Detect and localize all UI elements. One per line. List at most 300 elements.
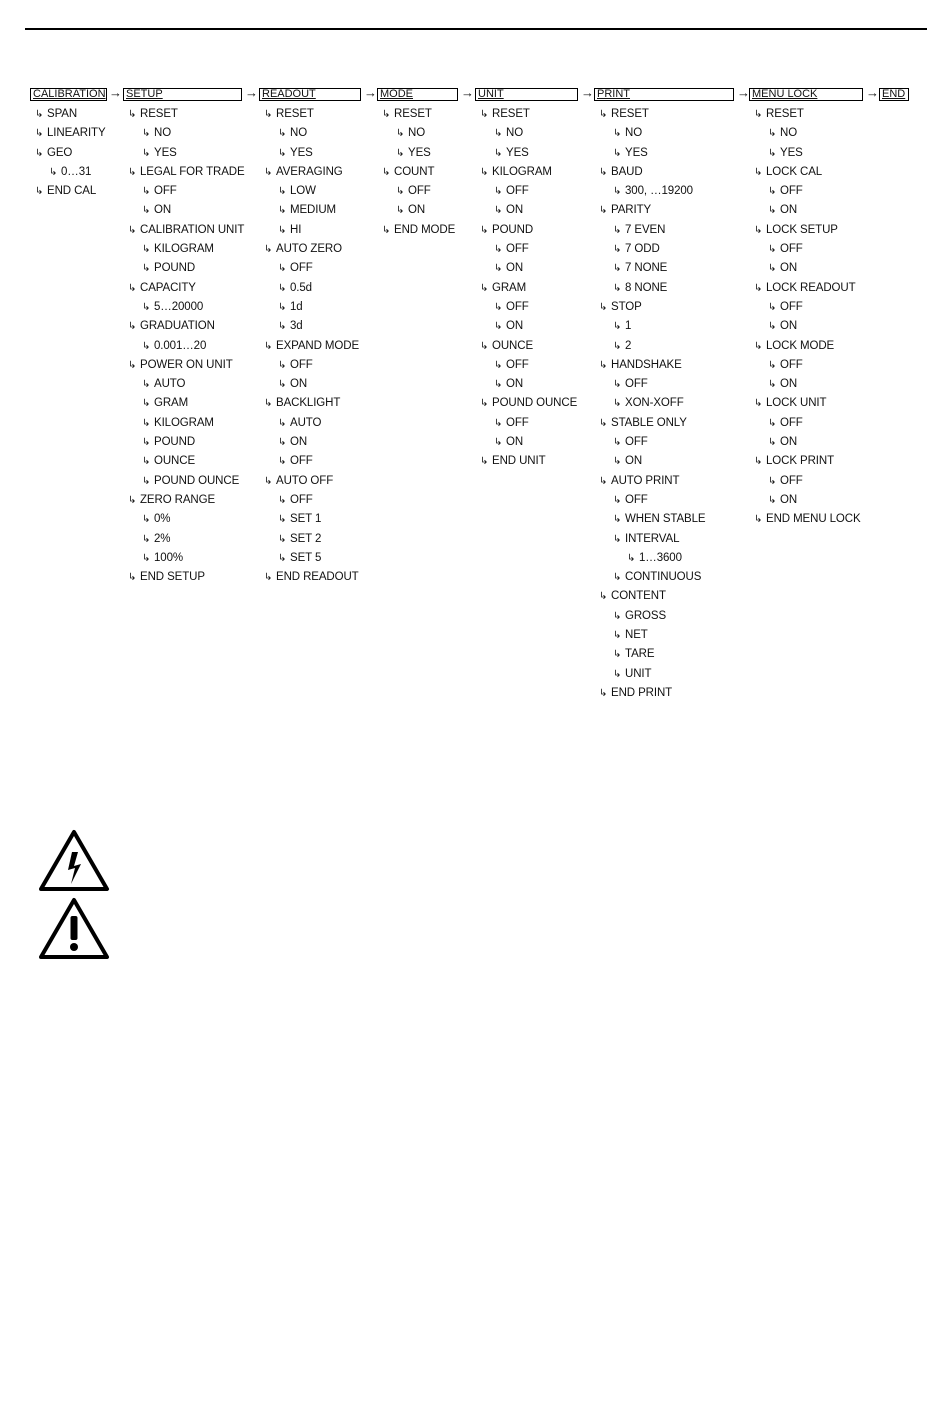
menu-item-label: PARITY [611, 204, 652, 217]
submenu-hook-icon: ↳ [264, 398, 273, 410]
submenu-hook-icon: ↳ [599, 359, 608, 371]
menu-item [594, 124, 705, 143]
submenu-hook-icon: ↳ [480, 166, 489, 178]
menu-item-label: 2% [154, 532, 171, 545]
submenu-hook-icon: ↳ [599, 109, 608, 120]
submenu-hook-icon: ↳ [494, 186, 503, 198]
menu-item [475, 221, 577, 240]
menu-item-label: LOW [290, 185, 316, 198]
menu-item-label: LEGAL FOR TRADE [140, 165, 245, 178]
menu-item-label: 7 EVEN [625, 223, 666, 236]
menu-item-label: OFF [290, 262, 313, 275]
menu-item-label: SET 5 [290, 551, 322, 564]
menu-item-label: GRADUATION [140, 320, 215, 333]
menu-item [259, 356, 359, 375]
menu-header-print: PRINT [594, 88, 734, 101]
menu-item [259, 568, 359, 587]
submenu-hook-icon: ↳ [278, 263, 287, 275]
menu-item-label: OFF [780, 416, 803, 429]
menu-item-label: LOCK PRINT [766, 455, 835, 468]
submenu-hook-icon: ↳ [278, 224, 287, 236]
menu-item [749, 163, 861, 182]
arrow-right-icon: → [364, 85, 377, 100]
submenu-hook-icon: ↳ [396, 205, 405, 217]
submenu-hook-icon: ↳ [599, 301, 608, 313]
submenu-hook-icon: ↳ [768, 494, 777, 506]
menu-item-label: STOP [611, 300, 642, 313]
submenu-hook-icon: ↳ [382, 166, 391, 178]
menu-item-label: AUTO PRINT [611, 474, 680, 487]
submenu-hook-icon: ↳ [768, 437, 777, 449]
electric-hazard-icon [38, 828, 110, 892]
arrow-right-icon: → [737, 85, 750, 100]
submenu-hook-icon: ↳ [613, 224, 622, 236]
menu-item [475, 452, 577, 471]
submenu-hook-icon: ↳ [264, 244, 273, 256]
menu-item-label: LOCK CAL [766, 165, 823, 178]
submenu-hook-icon: ↳ [35, 128, 44, 140]
menu-item [259, 549, 359, 568]
submenu-hook-icon: ↳ [396, 186, 405, 198]
menu-item-label: RESET [276, 108, 314, 120]
menu-item [749, 472, 861, 491]
menu-item-label: ON [506, 378, 524, 391]
menu-item [749, 375, 861, 394]
menu-item-label: AUTO [154, 378, 186, 391]
menu-item-label: INTERVAL [625, 532, 680, 545]
submenu-hook-icon: ↳ [128, 359, 137, 371]
menu-item-label: AUTO [290, 416, 322, 429]
submenu-hook-icon: ↳ [142, 379, 151, 391]
menu-item [123, 568, 245, 587]
menu-item [749, 337, 861, 356]
menu-item [123, 510, 245, 529]
submenu-hook-icon: ↳ [613, 494, 622, 506]
menu-item-label: EXPAND MODE [276, 339, 360, 352]
menu-item [475, 201, 577, 220]
menu-item-label: ON [408, 204, 426, 217]
menu-item [30, 182, 106, 201]
menu-item-label: BACKLIGHT [276, 397, 341, 410]
menu-item-label: ON [506, 436, 524, 449]
menu-item [475, 182, 577, 201]
submenu-hook-icon: ↳ [35, 186, 44, 198]
menu-item-label: OFF [506, 300, 529, 313]
menu-item-label: SET 1 [290, 513, 322, 526]
submenu-hook-icon: ↳ [613, 437, 622, 449]
submenu-hook-icon: ↳ [494, 128, 503, 140]
menu-item [749, 414, 861, 433]
menu-item [475, 298, 577, 317]
submenu-hook-icon: ↳ [768, 379, 777, 391]
submenu-hook-icon: ↳ [494, 359, 503, 371]
menu-items-setup [123, 105, 245, 587]
menu-item [123, 144, 245, 163]
menu-item-label: XON-XOFF [625, 397, 684, 410]
menu-item-label: HANDSHAKE [611, 358, 682, 371]
menu-item-label: ON [154, 204, 172, 217]
submenu-hook-icon: ↳ [142, 301, 151, 313]
submenu-hook-icon: ↳ [599, 687, 608, 699]
menu-item-label: NO [154, 127, 172, 140]
menu-item [123, 124, 245, 143]
menu-item-label: YES [780, 146, 803, 159]
submenu-hook-icon: ↳ [264, 340, 273, 352]
menu-item-label: 2 [625, 339, 632, 352]
menu-item [749, 124, 861, 143]
menu-item [594, 163, 705, 182]
menu-item-label: OFF [506, 185, 529, 198]
menu-item-label: ON [780, 262, 798, 275]
menu-item [259, 259, 359, 278]
submenu-hook-icon: ↳ [754, 166, 763, 178]
submenu-hook-icon: ↳ [494, 417, 503, 429]
menu-structure [0, 85, 950, 708]
submenu-hook-icon: ↳ [613, 610, 622, 622]
menu-item-label: ON [780, 320, 798, 333]
submenu-hook-icon: ↳ [599, 591, 608, 603]
submenu-hook-icon: ↳ [494, 437, 503, 449]
submenu-hook-icon: ↳ [278, 205, 287, 217]
menu-item-label: BAUD [611, 165, 643, 178]
menu-item [259, 240, 359, 259]
menu-item [475, 414, 577, 433]
submenu-hook-icon: ↳ [494, 321, 503, 333]
menu-item [259, 298, 359, 317]
menu-item-label: OFF [780, 358, 803, 371]
submenu-hook-icon: ↳ [142, 244, 151, 256]
menu-item [475, 394, 577, 413]
submenu-hook-icon: ↳ [768, 417, 777, 429]
submenu-hook-icon: ↳ [613, 186, 622, 198]
submenu-hook-icon: ↳ [613, 321, 622, 333]
submenu-hook-icon: ↳ [278, 301, 287, 313]
submenu-hook-icon: ↳ [128, 109, 137, 120]
menu-item [749, 510, 861, 529]
menu-item [30, 124, 106, 143]
menu-item [259, 375, 359, 394]
menu-item-label: 1d [290, 300, 303, 313]
menu-item-label: GROSS [625, 609, 667, 622]
menu-item-label: OFF [408, 185, 431, 198]
submenu-hook-icon: ↳ [128, 224, 137, 236]
submenu-hook-icon: ↳ [768, 205, 777, 217]
submenu-hook-icon: ↳ [142, 340, 151, 352]
submenu-hook-icon: ↳ [278, 147, 287, 159]
menu-item [749, 105, 861, 124]
menu-item [259, 279, 359, 298]
submenu-hook-icon: ↳ [480, 282, 489, 294]
menu-item [259, 433, 359, 452]
menu-item [259, 452, 359, 471]
menu-item-label: ON [290, 436, 308, 449]
menu-item [594, 645, 705, 664]
menu-item-label: 300, …19200 [625, 185, 693, 198]
submenu-hook-icon: ↳ [278, 494, 287, 506]
menu-item [123, 240, 245, 259]
menu-item [123, 279, 245, 298]
menu-item [123, 414, 245, 433]
menu-item [123, 472, 245, 491]
menu-item-label: GRAM [492, 281, 527, 294]
submenu-hook-icon: ↳ [613, 379, 622, 391]
submenu-hook-icon: ↳ [494, 244, 503, 256]
menu-item [749, 491, 861, 510]
submenu-hook-icon: ↳ [142, 205, 151, 217]
submenu-hook-icon: ↳ [613, 147, 622, 159]
menu-item [123, 317, 245, 336]
submenu-hook-icon: ↳ [768, 186, 777, 198]
submenu-hook-icon: ↳ [613, 282, 622, 294]
menu-item-label: OFF [506, 416, 529, 429]
submenu-hook-icon: ↳ [613, 533, 622, 545]
menu-item-label: END CAL [47, 185, 97, 198]
menu-item [594, 568, 705, 587]
submenu-hook-icon: ↳ [613, 263, 622, 275]
menu-header-calibration: CALIBRATION [30, 88, 107, 101]
submenu-hook-icon: ↳ [613, 572, 622, 584]
menu-item-label: ON [625, 455, 643, 468]
menu-item [123, 201, 245, 220]
menu-item [259, 144, 359, 163]
menu-item [749, 298, 861, 317]
submenu-hook-icon: ↳ [613, 668, 622, 680]
menu-item-label: ON [780, 378, 798, 391]
menu-item [123, 375, 245, 394]
menu-item-label: RESET [140, 108, 178, 120]
menu-header-readout: READOUT [259, 88, 361, 101]
submenu-hook-icon: ↳ [278, 552, 287, 564]
menu-item-label: NO [408, 127, 426, 140]
menu-item-label: OFF [290, 358, 313, 371]
submenu-hook-icon: ↳ [128, 321, 137, 333]
submenu-hook-icon: ↳ [599, 166, 608, 178]
menu-item [475, 259, 577, 278]
submenu-hook-icon: ↳ [480, 224, 489, 236]
menu-item [594, 279, 705, 298]
menu-item [377, 144, 455, 163]
menu-item [594, 375, 705, 394]
arrow-right-icon: → [245, 85, 258, 100]
menu-item [259, 491, 359, 510]
submenu-hook-icon: ↳ [494, 205, 503, 217]
submenu-hook-icon: ↳ [142, 398, 151, 410]
menu-item-label: CONTENT [611, 590, 666, 603]
general-warning-icon [38, 896, 110, 960]
menu-item-label: POUND OUNCE [154, 474, 240, 487]
submenu-hook-icon: ↳ [768, 475, 777, 487]
menu-item [259, 530, 359, 549]
menu-item-label: RESET [394, 108, 432, 120]
submenu-hook-icon: ↳ [613, 128, 622, 140]
submenu-hook-icon: ↳ [142, 128, 151, 140]
menu-item [594, 433, 705, 452]
submenu-hook-icon: ↳ [382, 109, 391, 120]
menu-item [377, 163, 455, 182]
submenu-hook-icon: ↳ [142, 186, 151, 198]
submenu-hook-icon: ↳ [278, 514, 287, 526]
submenu-hook-icon: ↳ [494, 263, 503, 275]
submenu-hook-icon: ↳ [613, 398, 622, 410]
menu-item [475, 144, 577, 163]
menu-item-label: OFF [780, 300, 803, 313]
menu-item [594, 240, 705, 259]
top-rule [25, 28, 927, 30]
menu-item-label: POUND [154, 262, 196, 275]
menu-item [594, 182, 705, 201]
submenu-hook-icon: ↳ [142, 533, 151, 545]
submenu-hook-icon: ↳ [264, 572, 273, 584]
submenu-hook-icon: ↳ [278, 359, 287, 371]
submenu-hook-icon: ↳ [754, 456, 763, 468]
menu-item-label: NO [625, 127, 643, 140]
menu-item [259, 317, 359, 336]
menu-item [594, 298, 705, 317]
menu-item [594, 587, 705, 606]
submenu-hook-icon: ↳ [754, 398, 763, 410]
menu-item-label: LOCK READOUT [766, 281, 856, 294]
submenu-hook-icon: ↳ [768, 359, 777, 371]
menu-item [475, 124, 577, 143]
menu-item-label: MEDIUM [290, 204, 337, 217]
menu-item [594, 530, 705, 549]
menu-item [749, 144, 861, 163]
menu-item [594, 491, 705, 510]
menu-item [377, 124, 455, 143]
menu-item [475, 317, 577, 336]
submenu-hook-icon: ↳ [264, 166, 273, 178]
menu-item-label: KILOGRAM [154, 416, 214, 429]
submenu-hook-icon: ↳ [396, 128, 405, 140]
submenu-hook-icon: ↳ [396, 147, 405, 159]
submenu-hook-icon: ↳ [627, 552, 636, 564]
menu-item-label: END SETUP [140, 571, 205, 584]
menu-item-label: YES [290, 146, 313, 159]
menu-item [123, 394, 245, 413]
menu-item [259, 337, 359, 356]
submenu-hook-icon: ↳ [494, 301, 503, 313]
menu-item [30, 163, 106, 182]
arrow-right-icon: → [109, 85, 122, 100]
menu-header-mode: MODE [377, 88, 458, 101]
menu-items-readout [259, 105, 359, 587]
menu-item-label: OFF [625, 436, 648, 449]
submenu-hook-icon: ↳ [142, 147, 151, 159]
menu-item-label: ON [290, 378, 308, 391]
menu-item [30, 105, 106, 124]
menu-item [259, 221, 359, 240]
menu-item-label: POUND [154, 436, 196, 449]
menu-item [594, 144, 705, 163]
menu-item-label: POUND [492, 223, 534, 236]
submenu-hook-icon: ↳ [754, 340, 763, 352]
submenu-hook-icon: ↳ [480, 109, 489, 120]
menu-items-calibration [30, 105, 106, 201]
menu-header-menu-lock: MENU LOCK [749, 88, 863, 101]
menu-item-label: CONTINUOUS [625, 571, 702, 584]
submenu-hook-icon: ↳ [613, 649, 622, 661]
menu-item-label: ON [780, 493, 798, 506]
menu-item [594, 201, 705, 220]
submenu-hook-icon: ↳ [613, 340, 622, 352]
menu-item-label: LOCK UNIT [766, 397, 827, 410]
menu-item [475, 279, 577, 298]
menu-items-mode [377, 105, 455, 240]
menu-item [594, 626, 705, 645]
menu-item [123, 298, 245, 317]
submenu-hook-icon: ↳ [278, 456, 287, 468]
menu-item-label: POWER ON UNIT [140, 358, 233, 371]
submenu-hook-icon: ↳ [754, 109, 763, 120]
submenu-hook-icon: ↳ [142, 456, 151, 468]
submenu-hook-icon: ↳ [128, 494, 137, 506]
menu-item-label: YES [408, 146, 431, 159]
menu-item-label: STABLE ONLY [611, 416, 687, 429]
menu-item-label: NO [290, 127, 308, 140]
menu-item-label: HI [290, 223, 302, 236]
menu-item-label: OFF [625, 493, 648, 506]
menu-item [594, 549, 705, 568]
menu-item-label: SET 2 [290, 532, 322, 545]
menu-item-label: GRAM [154, 397, 189, 410]
submenu-hook-icon: ↳ [142, 475, 151, 487]
submenu-hook-icon: ↳ [128, 282, 137, 294]
menu-item [594, 221, 705, 240]
submenu-hook-icon: ↳ [480, 456, 489, 468]
menu-item-label: ON [506, 262, 524, 275]
menu-item [377, 105, 455, 124]
menu-item-label: END PRINT [611, 686, 673, 699]
menu-item [123, 259, 245, 278]
submenu-hook-icon: ↳ [128, 572, 137, 584]
menu-item-label: KILOGRAM [492, 165, 552, 178]
menu-item [259, 105, 359, 124]
menu-item [749, 452, 861, 471]
submenu-hook-icon: ↳ [768, 263, 777, 275]
submenu-hook-icon: ↳ [613, 514, 622, 526]
menu-item-label: TARE [625, 648, 655, 661]
menu-item-label: ON [780, 204, 798, 217]
menu-item-label: END UNIT [492, 455, 546, 468]
submenu-hook-icon: ↳ [480, 398, 489, 410]
menu-item-label: ON [780, 436, 798, 449]
menu-item [475, 240, 577, 259]
menu-item [594, 510, 705, 529]
menu-item [123, 221, 245, 240]
submenu-hook-icon: ↳ [128, 166, 137, 178]
menu-item [594, 337, 705, 356]
menu-item [259, 163, 359, 182]
menu-item [749, 394, 861, 413]
menu-item-label: LOCK SETUP [766, 223, 838, 236]
menu-items-unit [475, 105, 577, 472]
submenu-hook-icon: ↳ [142, 514, 151, 526]
submenu-hook-icon: ↳ [142, 552, 151, 564]
menu-item [749, 182, 861, 201]
menu-item [259, 182, 359, 201]
menu-item [475, 163, 577, 182]
submenu-hook-icon: ↳ [599, 205, 608, 217]
submenu-hook-icon: ↳ [599, 475, 608, 487]
menu-header-unit: UNIT [475, 88, 578, 101]
menu-item [475, 337, 577, 356]
menu-item-label: 1 [625, 320, 632, 333]
menu-item-label: WHEN STABLE [625, 513, 706, 526]
menu-item [594, 684, 705, 703]
menu-item [30, 144, 106, 163]
menu-item [475, 433, 577, 452]
menu-item [123, 337, 245, 356]
